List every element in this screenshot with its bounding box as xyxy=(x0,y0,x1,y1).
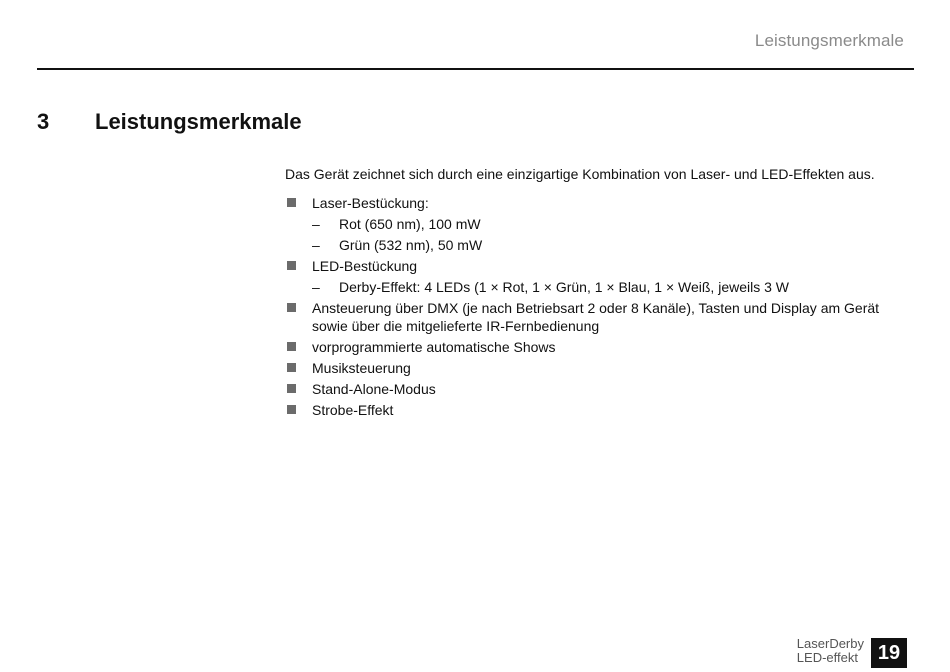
chapter-number: 3 xyxy=(37,109,50,134)
sub-list-item xyxy=(312,278,915,296)
list-item-text: Ansteuerung über DMX (je nach Betriebsart 2 oder 8 Kanäle), Tasten und Display am Gerät sowie über die mitgelieferte IR-Fernbedienung xyxy=(312,300,880,334)
list-item xyxy=(285,299,915,335)
footer-product-line1: LaserDerby xyxy=(796,636,864,651)
running-header: Leistungsmerkmale xyxy=(754,31,904,50)
square-bullet-icon xyxy=(287,303,296,312)
list-item-text: Strobe-Effekt xyxy=(312,402,394,418)
list-item xyxy=(285,359,915,377)
square-bullet-icon xyxy=(287,342,296,351)
dash-icon: – xyxy=(312,237,320,253)
sub-list-item-text: Rot (650 nm), 100 mW xyxy=(339,216,481,232)
sub-list xyxy=(312,215,915,254)
square-bullet-icon xyxy=(287,384,296,393)
sub-list xyxy=(312,278,915,296)
square-bullet-icon xyxy=(287,405,296,414)
content-body xyxy=(285,165,915,422)
square-bullet-icon xyxy=(287,363,296,372)
chapter-title: Leistungsmerkmale xyxy=(95,109,302,134)
sub-list-item xyxy=(312,236,915,254)
square-bullet-icon xyxy=(287,198,296,207)
list-item-text: Musiksteuerung xyxy=(312,360,411,376)
dash-icon: – xyxy=(312,279,320,295)
list-item xyxy=(285,401,915,419)
list-item xyxy=(285,338,915,356)
page-number: 19 xyxy=(871,638,907,668)
list-item xyxy=(285,380,915,398)
list-item xyxy=(285,257,915,296)
list-item-text: Stand-Alone-Modus xyxy=(312,381,436,397)
footer-product-line2: LED-effekt xyxy=(796,650,858,665)
sub-list-item-text: Derby-Effekt: 4 LEDs (1 × Rot, 1 × Grün, 1 × Blau, 1 × Weiß, jeweils 3 W xyxy=(339,279,790,295)
sub-list-item xyxy=(312,215,915,233)
list-item-text: Laser-Bestückung: xyxy=(312,195,429,211)
dash-icon: – xyxy=(312,216,320,232)
feature-list xyxy=(285,194,915,419)
header-rule xyxy=(37,68,914,70)
square-bullet-icon xyxy=(287,261,296,270)
intro-paragraph: Das Gerät zeichnet sich durch eine einzigartige Kombination von Laser- und LED-Effekten aus. xyxy=(285,166,875,182)
sub-list-item-text: Grün (532 nm), 50 mW xyxy=(339,237,483,253)
list-item-text: LED-Bestückung xyxy=(312,258,418,274)
list-item xyxy=(285,194,915,254)
footer-product-name xyxy=(797,637,864,665)
list-item-text: vorprogrammierte automatische Shows xyxy=(312,339,556,355)
